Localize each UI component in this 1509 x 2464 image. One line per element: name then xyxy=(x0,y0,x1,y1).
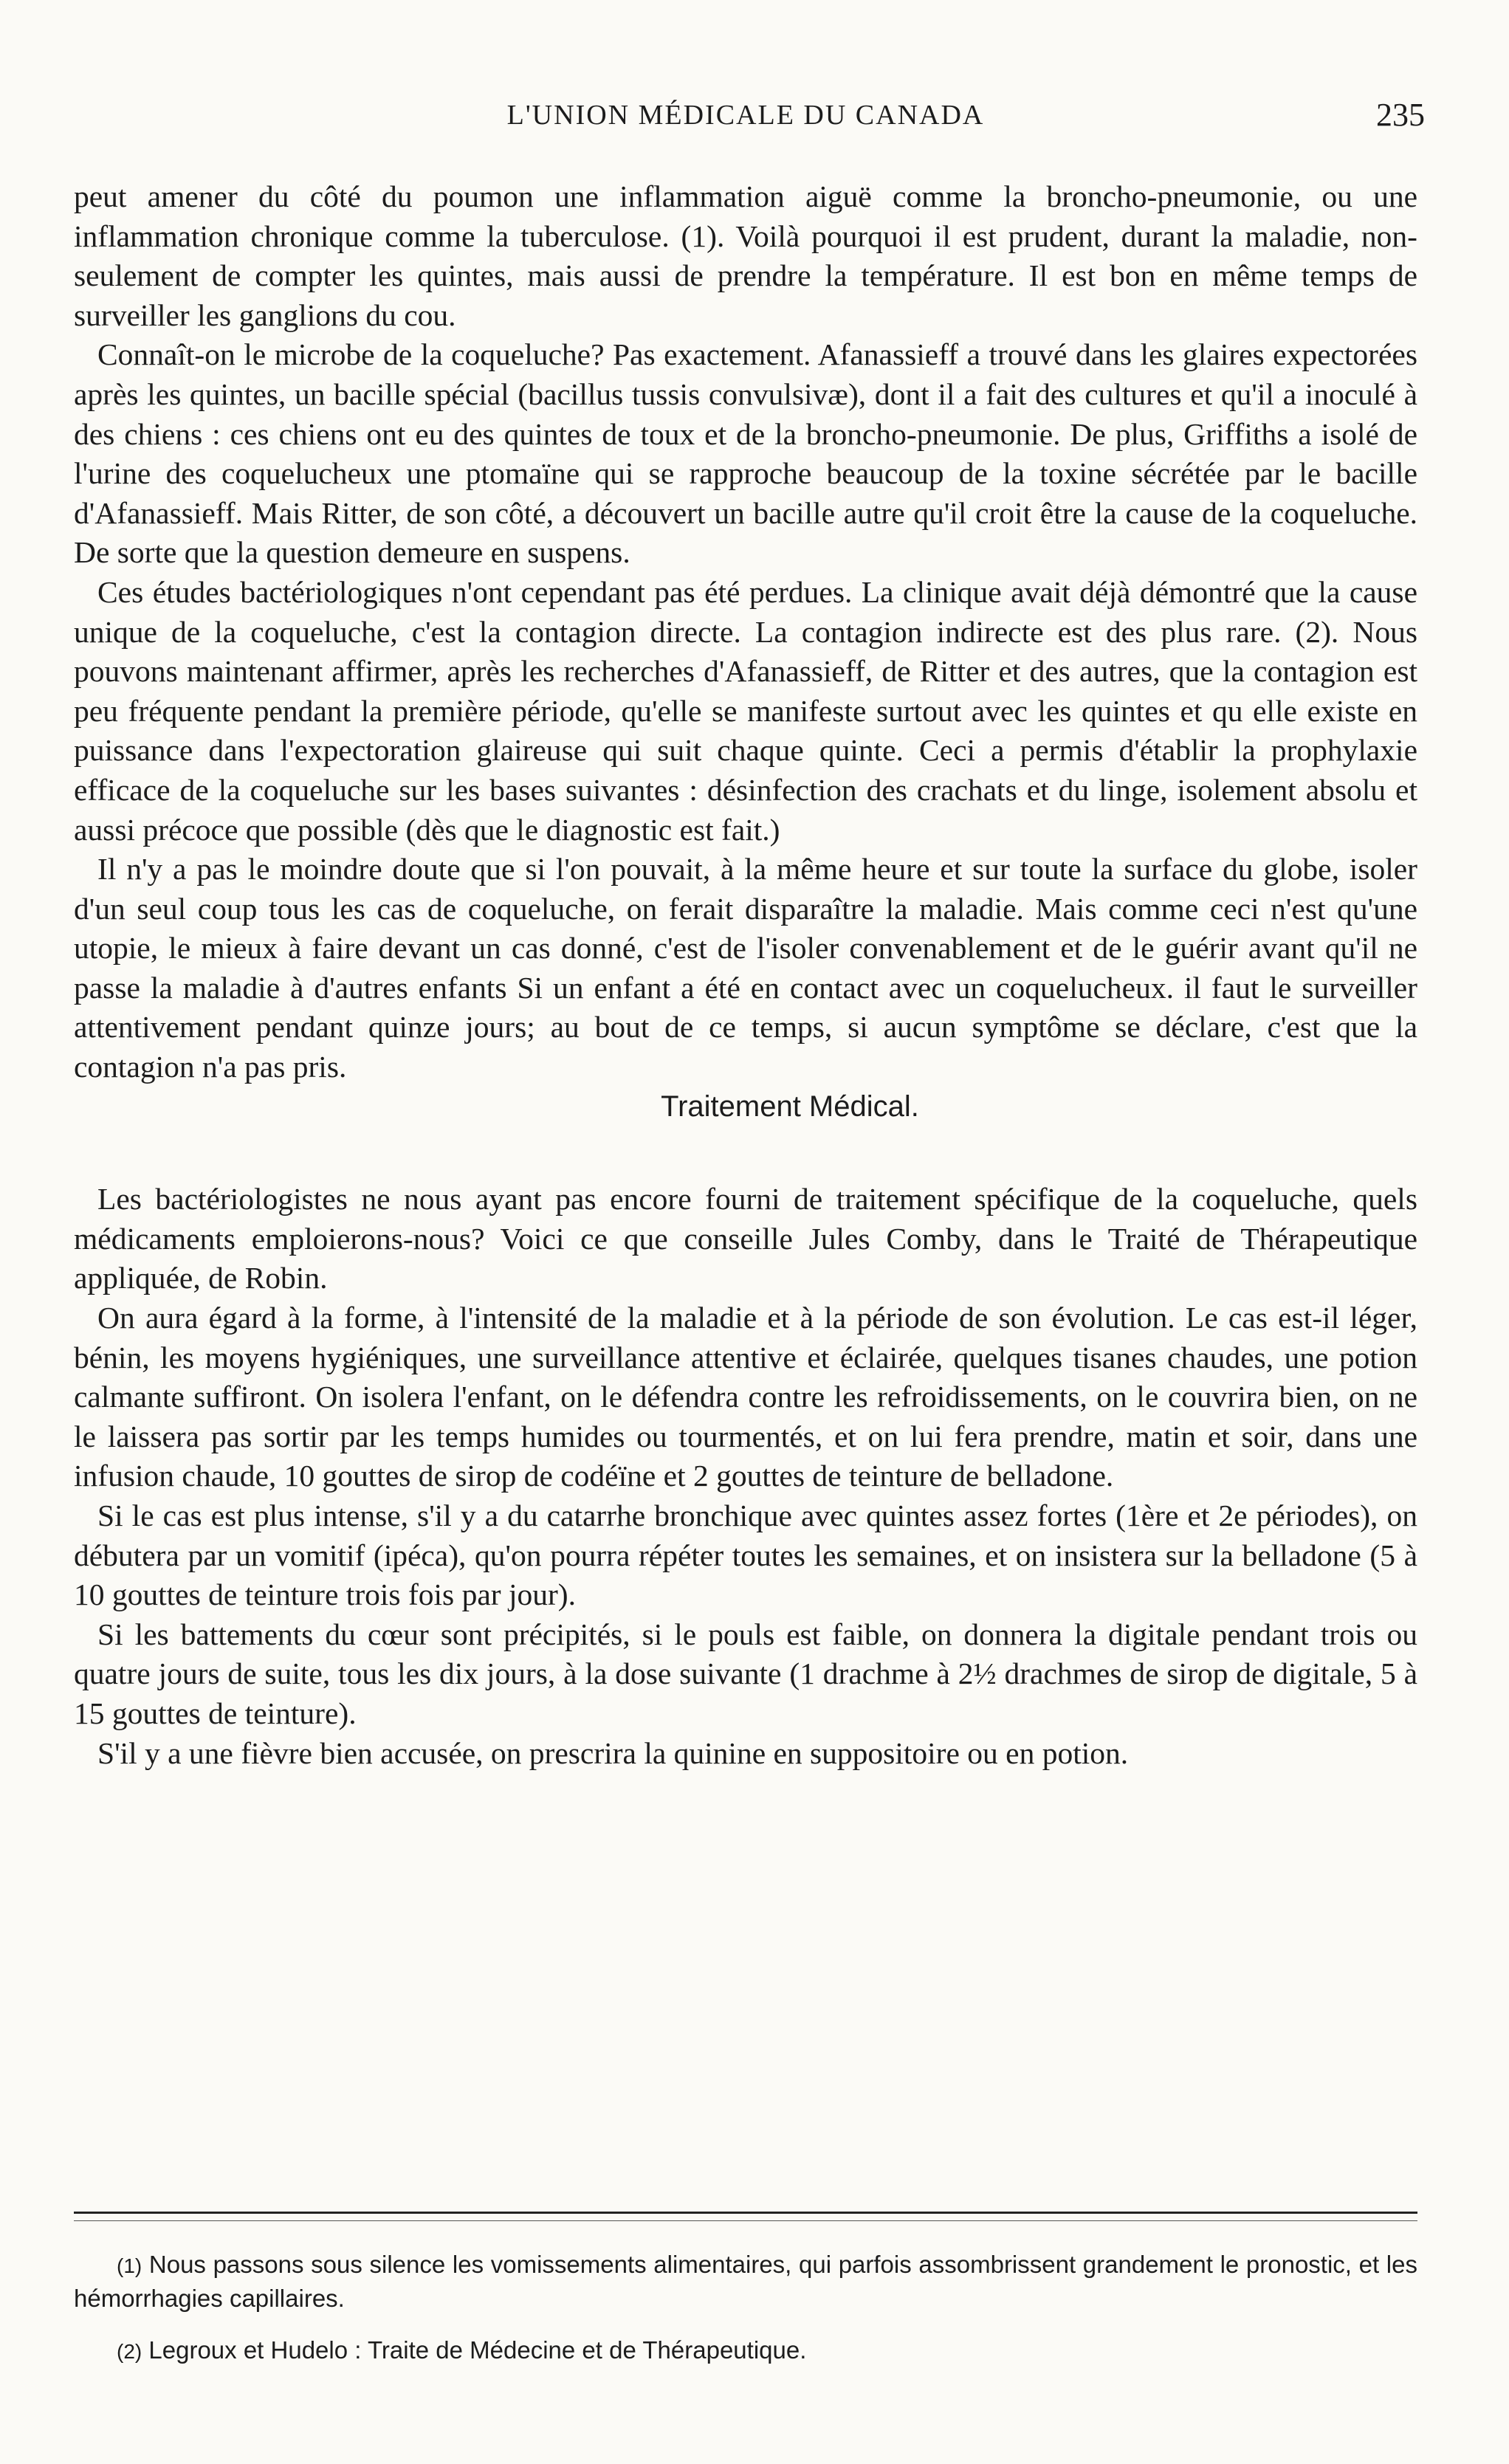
paragraph-2: Connaît-on le microbe de la coqueluche? Pas exactement. Afanassieff a trouvé dans les glaires expectorées après les quintes, un bacille spécial (bacillus tussis convulsivæ), dont il a fait des cultures et qu'il a inoculé à des chiens : ces chiens ont eu des quintes de toux et de la broncho-pneumonie. De plus, Griffiths a isolé de l'urine des coquelucheux une ptomaïne qui se rapproche beaucoup de la toxine sécrétée par le bacille d'Afanassieff. Mais Ritter, de son côté, a découvert un bacille autre qu'il croit être la cause de la coqueluche. De sorte que la question demeure en suspens. xyxy=(74,337,1417,570)
journal-title: L'UNION MÉDICALE DU CANADA xyxy=(506,100,985,131)
paragraph-4: Il n'y a pas le moindre doute que si l'on pouvait, à la même heure et sur toute la surface du globe, isoler d'un seul coup tous les cas de coqueluche, on ferait disparaître la maladie. Mais comme ceci n'est qu'une utopie, le mieux à faire devant un cas donné, c'est de l'isoler convenablement et de le guérir avant qu'il ne passe la maladie à d'autres enfants Si un enfant a été en contact avec un coquelucheux. il faut le surveiller attentivement pendant quinze jours; au bout de ce temps, si aucun symptôme se déclare, c'est que la contagion n'a pas pris. xyxy=(74,852,1417,1084)
body-text xyxy=(74,177,1417,1773)
treatment-paragraph-4: Si les battements du cœur sont précipités, si le pouls est faible, on donnera la digitale pendant trois ou quatre jours de suite, tous les dix jours, à la dose suivante (1 drachme à 2½ drachmes de sirop de digitale, 5 à 15 gouttes de teinture). xyxy=(74,1617,1417,1730)
running-head xyxy=(74,97,1425,136)
document-page xyxy=(74,0,1425,2464)
footnote-1-mark: (1) xyxy=(117,2254,142,2277)
treatment-paragraph-3: Si le cas est plus intense, s'il y a du catarrhe bronchique avec quintes assez fortes (1ère et 2e périodes), on débutera par un vomitif (ipéca), qu'on pourra répéter toutes les semaines, et on insistera sur la belladone (5 à 10 gouttes de teinture trois fois par jour). xyxy=(74,1498,1417,1612)
paragraph-3: Ces études bactériologiques n'ont cependant pas été perdues. La clinique avait déjà démontré que la cause unique de la coqueluche, c'est la contagion directe. La contagion indirecte est des plus rare. (2). Nous pouvons maintenant affirmer, après les recherches d'Afanassieff, de Ritter et des autres, que la contagion est peu fréquente pendant la première période, qu'elle se manifeste surtout avec les quintes et qu elle existe en puissance dans l'expectoration glaireuse qui suit chaque quinte. Ceci a permis d'établir la prophylaxie efficace de la coqueluche sur les bases suivantes : désinfection des crachats et du linge, isolement absolu et aussi précoce que possible (dès que le diagnostic est fait.) xyxy=(74,574,1417,847)
footnote-rule-thin xyxy=(74,2220,1417,2221)
page-number: 235 xyxy=(1376,97,1425,133)
footnote-1-text: Nous passons sous silence les vomissements alimentaires, qui parfois assombrissent grandement le pronostic, et les hémorrhagies capillaires. xyxy=(74,2251,1417,2312)
footnote-rule xyxy=(74,2212,1417,2214)
footnotes xyxy=(74,2248,1417,2368)
treatment-paragraph-5: S'il y a une fièvre bien accusée, on prescrira la quinine en suppositoire ou en potion. xyxy=(97,1735,1129,1770)
footnote-2-mark: (2) xyxy=(117,2340,142,2363)
section-heading: Traitement Médical. xyxy=(661,1090,919,1123)
footnote-2 xyxy=(74,2334,1417,2368)
treatment-paragraph-2: On aura égard à la forme, à l'intensité de la maladie et à la période de son évolution. Le cas est-il léger, bénin, les moyens hygiéniques, une surveillance attentive et éclairée, quelques tisanes chaudes, une potion calmante suffiront. On isolera l'enfant, on le défendra contre les refroidissements, on le couvrira bien, on ne le laissera pas sortir par les temps humides ou tourmentés, et on lui fera prendre, matin et soir, dans une infusion chaude, 10 gouttes de sirop de codéïne et 2 gouttes de teinture de belladone. xyxy=(74,1301,1417,1493)
footnote-1 xyxy=(74,2248,1417,2315)
paragraph-1: peut amener du côté du poumon une inflammation aiguë comme la broncho-pneumonie, ou une inflammation chronique comme la tuberculose. (1). Voilà pourquoi il est prudent, durant la maladie, non-seulement de compter les quintes, mais aussi de prendre la température. Il est bon en même temps de surveiller les ganglions du cou. xyxy=(74,179,1417,332)
footnote-2-text: Legroux et Hudelo : Traite de Médecine et de Thérapeutique. xyxy=(148,2336,807,2364)
treatment-paragraph-1: Les bactériologistes ne nous ayant pas encore fourni de traitement spécifique de la coqueluche, quels médicaments emploierons-nous? Voici ce que conseille Jules Comby, dans le Traité de Thérapeutique appliquée, de Robin. xyxy=(74,1182,1417,1295)
